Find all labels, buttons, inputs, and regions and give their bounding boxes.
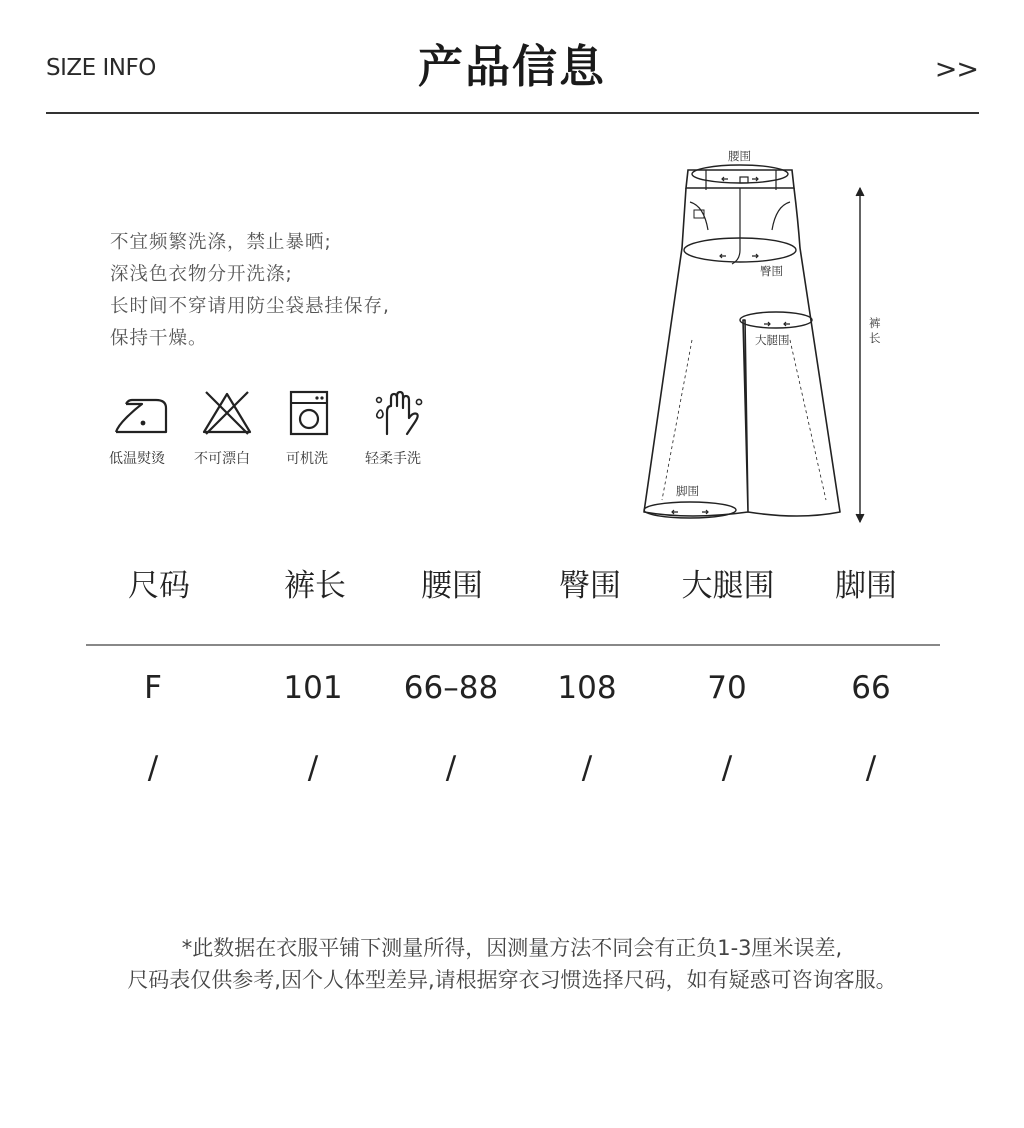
- table-header-waist: 腰围: [421, 568, 483, 604]
- table-header-thigh: 大腿围: [681, 568, 775, 604]
- iron-low-icon: [112, 388, 170, 438]
- footnote-line: 尺码表仅供参考,因个人体型差异,请根据穿衣习惯选择尺码，如有疑惑可咨询客服。: [127, 968, 897, 992]
- table-header-hem: 脚围: [835, 568, 897, 604]
- table-cell-size: F: [144, 670, 162, 706]
- table-divider: [86, 644, 940, 646]
- table-header-length: 裤长: [284, 568, 346, 604]
- machine-wash-icon: [287, 388, 331, 438]
- care-label-machine-wash: 可机洗: [286, 451, 328, 467]
- table-header-hip: 臀围: [559, 568, 621, 604]
- pants-measurement-diagram: [600, 140, 900, 530]
- table-cell-thigh: 70: [707, 670, 747, 706]
- table-cell-hip: 108: [557, 670, 617, 706]
- table-cell-slash: /: [721, 750, 733, 786]
- care-text-line: 长时间不穿请用防尘袋悬挂保存,: [110, 296, 390, 317]
- title-divider: [46, 112, 979, 114]
- table-cell-length: 101: [283, 670, 343, 706]
- no-bleach-icon: [200, 388, 254, 438]
- diagram-label-length: 裤: [869, 316, 881, 330]
- table-cell-hem: 66: [851, 670, 891, 706]
- diagram-label-length: 长: [869, 331, 881, 345]
- table-cell-waist: 66–88: [403, 670, 499, 706]
- table-cell-slash: /: [581, 750, 593, 786]
- care-text-line: 保持干燥。: [110, 328, 208, 349]
- table-cell-slash: /: [307, 750, 319, 786]
- page-title: 产品信息: [417, 40, 606, 93]
- diagram-label-hem: 脚围: [676, 484, 699, 498]
- diagram-label-hip: 臀围: [760, 264, 783, 278]
- size-info-label: SIZE INFO: [46, 55, 156, 81]
- diagram-label-thigh: 大腿围: [755, 333, 790, 347]
- care-label-hand-wash: 轻柔手洗: [365, 451, 421, 467]
- pants-outline: [600, 140, 900, 530]
- care-text-line: 深浅色衣物分开洗涤;: [110, 264, 293, 285]
- hand-wash-icon: [373, 388, 425, 438]
- table-cell-slash: /: [445, 750, 457, 786]
- footnote-line: *此数据在衣服平铺下测量所得，因测量方法不同会有正负1-3厘米误差,: [181, 936, 843, 960]
- care-label-no-bleach: 不可漂白: [194, 451, 250, 467]
- table-cell-slash: /: [865, 750, 877, 786]
- care-text-line: 不宜频繁洗涤，禁止暴晒;: [110, 232, 332, 253]
- next-arrow[interactable]: >>: [934, 54, 978, 85]
- diagram-label-waist: 腰围: [728, 149, 751, 163]
- table-cell-slash: /: [147, 750, 159, 786]
- care-label-iron: 低温熨烫: [109, 451, 165, 467]
- table-header-size: 尺码: [128, 568, 190, 604]
